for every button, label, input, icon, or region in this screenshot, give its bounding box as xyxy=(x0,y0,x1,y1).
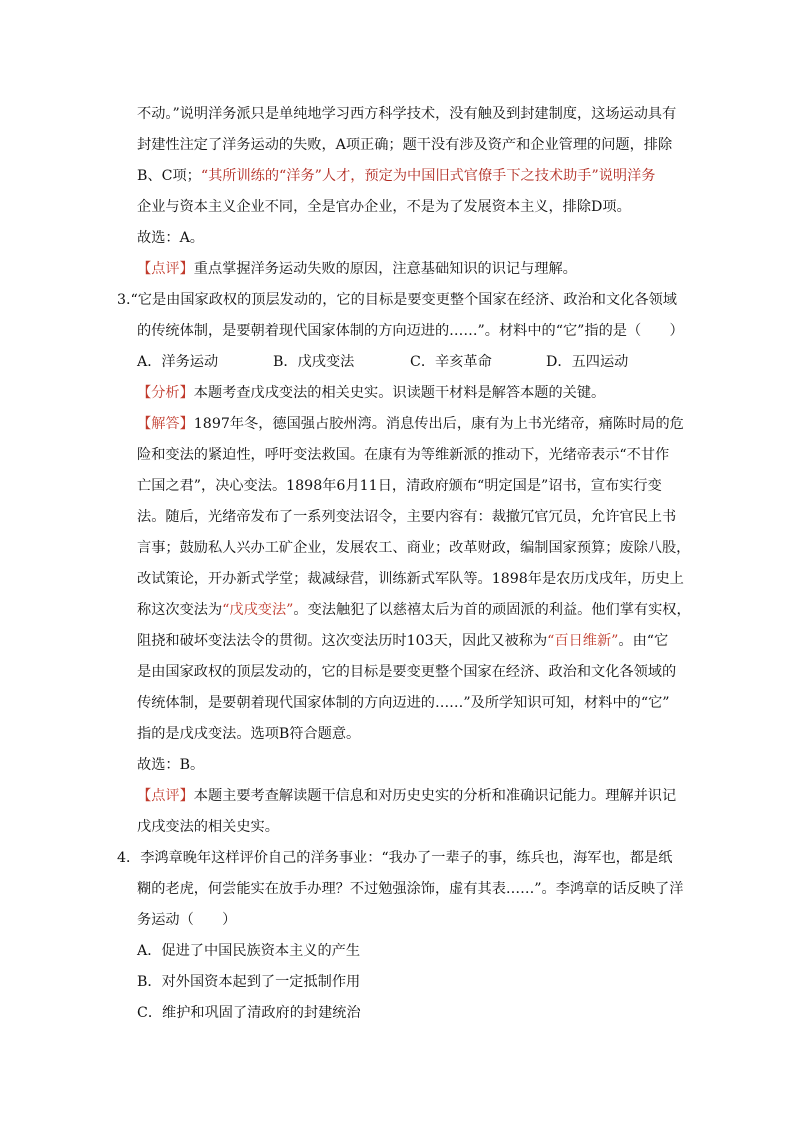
solution-line-11: 指的是戊戌变法。选项B符合题意。 xyxy=(137,726,361,742)
question-4-stem-3: 务运动（ ） xyxy=(137,912,237,928)
solution-line-2: 险和变法的紧迫性，呼吁变法救国。在康有为等维新派的推动下，光绪帝表示“不甘作 xyxy=(137,447,670,463)
question-3-analysis xyxy=(137,383,605,403)
analysis-text: 本题考查戊戌变法的相关史实。识读题干材料是解答本题的关键。 xyxy=(193,385,606,401)
prev-answer: 故选：A。 xyxy=(137,230,204,246)
question-3-answer: 故选：B。 xyxy=(137,757,205,773)
comment-text: 重点掌握洋务运动失败的原因，注意基础知识的识记与理解。 xyxy=(193,261,577,277)
comment-text: 本题主要考查解读题干信息和对历史史实的分析和准确识记能力。理解并识记 xyxy=(193,788,677,804)
analysis-tag: 【分析】 xyxy=(137,385,194,401)
prev-line-4: 企业与资本主义企业不同，全是官办企业，不是为了发展资本主义，排除D项。 xyxy=(137,199,631,215)
solution-line-1 xyxy=(137,414,684,434)
solution-line-5: 言事；鼓励私人兴办工矿企业，发展农工、商业；改革财政，编制国家预算；废除八股， xyxy=(137,540,691,556)
prev-line-1: 不动。”说明洋务派只是单纯地学习西方科学技术，没有触及到封建制度，这场运动具有 xyxy=(137,106,677,122)
question-number: 4． xyxy=(117,850,141,866)
question-3-text: “它是由国家政权的顶层发动的，它的目标是要变更整个国家在经济、政治和文化各领域 xyxy=(130,292,677,308)
solution-line-7-b: 。变法触犯了以慈禧太后为首的顽固派的利益。他们掌有实权， xyxy=(293,602,691,618)
question-4-text: 李鸿章晚年这样评价自己的洋务事业：“我办了一辈子的事，练兵也，海军也，都是纸 xyxy=(140,850,673,866)
solution-line-9: 是由国家政权的顶层发动的，它的目标是要变更整个国家在经济、政治和文化各领域的 xyxy=(137,664,677,680)
question-3-stem-1 xyxy=(117,290,677,310)
solution-line-3: 亡国之君”，决心变法。1898年6月11日，清政府颁布“明定国是”诏书，宣布实行变 xyxy=(137,478,662,494)
option-a: A．促进了中国民族资本主义的产生 xyxy=(137,943,361,959)
comment-tag: 【点评】 xyxy=(137,261,194,277)
comment-tag: 【点评】 xyxy=(137,788,194,804)
solution-tag: 【解答】 xyxy=(137,416,194,432)
prev-comment xyxy=(137,259,577,279)
prev-line-3-text: B、C项； xyxy=(137,168,201,184)
highlight-bairi: “百日维新” xyxy=(547,633,619,649)
prev-line-2: 封建性注定了洋务运动的失败，A项正确；题干没有涉及资产和企业管理的问题，排除 xyxy=(137,137,673,153)
solution-line-10: 传统体制，是要朝着现代国家体制的方向迈进的……”及所学知识可知，材料中的“它” xyxy=(137,695,670,711)
highlight-wuxu: “戊戌变法” xyxy=(222,602,294,618)
question-3-comment-1 xyxy=(137,786,676,806)
solution-text-1: 1897年冬，德国强占胶州湾。消息传出后，康有为上书光绪帝，痛陈时局的危 xyxy=(193,416,684,432)
solution-line-8-b: 。由“它 xyxy=(618,633,669,649)
question-4-stem-2: 糊的老虎，何尝能实在放手办理？不过勉强涂饰，虚有其表……”。李鸿章的话反映了洋 xyxy=(137,881,684,897)
solution-line-4: 法。随后，光绪帝发布了一系列变法诏令，主要内容有：裁撤冗官冗员，允许官民上书 xyxy=(137,509,677,525)
option-d: D．五四运动 xyxy=(546,354,629,370)
option-b: B．对外国资本起到了一定抵制作用 xyxy=(137,974,361,990)
option-b: B．戊戌变法 xyxy=(273,354,355,370)
solution-line-6: 改试策论，开办新式学堂；裁减绿营，训练新式军队等。1898年是农历戊戌年，历史上 xyxy=(137,571,684,587)
option-c: C．辛亥革命 xyxy=(410,354,492,370)
question-number: 3. xyxy=(117,292,131,308)
question-3-comment-2: 戊戌变法的相关史实。 xyxy=(137,819,279,835)
question-4-stem-1 xyxy=(117,848,672,868)
question-3-stem-2: 的传统体制，是要朝着现代国家体制的方向迈进的……”。材料中的“它”指的是（ ） xyxy=(137,323,684,339)
option-c: C．维护和巩固了清政府的封建统治 xyxy=(137,1005,361,1021)
solution-line-8-a: 阻挠和破坏变法法令的贯彻。这次变法历时103天，因此又被称为 xyxy=(137,633,548,649)
prev-line-3 xyxy=(137,166,656,186)
solution-line-7 xyxy=(137,600,691,620)
solution-line-7-a: 称这次变法为 xyxy=(137,602,223,618)
solution-line-8 xyxy=(137,631,668,651)
option-a: A．洋务运动 xyxy=(137,354,219,370)
prev-quote-red: “其所训练的“洋务”人才，预定为中国旧式官僚手下之技术助手”说明洋务 xyxy=(200,168,656,184)
